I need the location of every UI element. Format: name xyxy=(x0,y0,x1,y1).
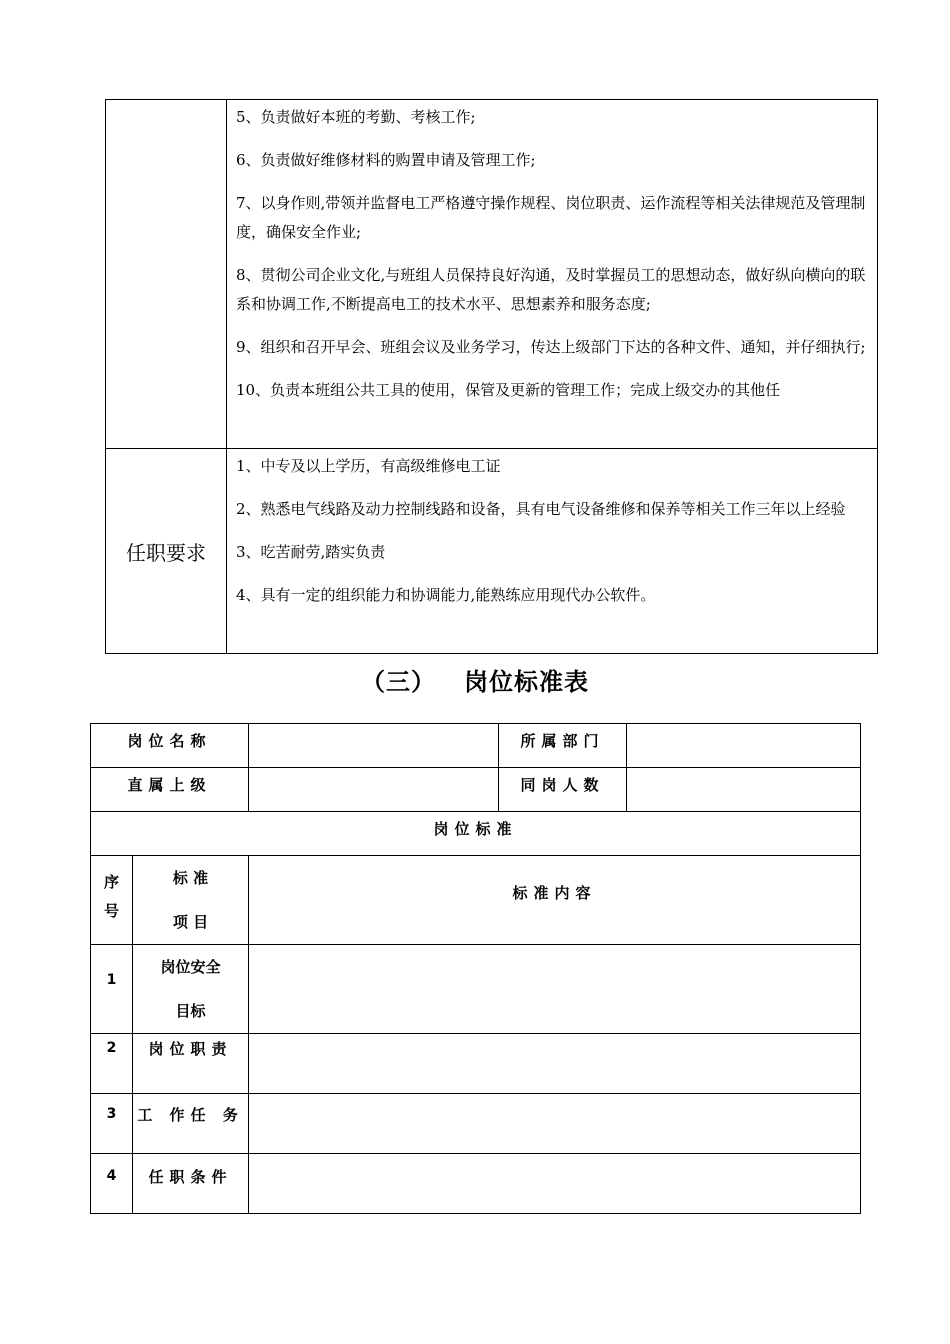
post-name-value[interactable] xyxy=(249,724,499,768)
seq-header-line1: 序 xyxy=(103,873,119,891)
row-number: 3 xyxy=(91,1094,133,1154)
duty-item: 5、负责做好本班的考勤、考核工作; xyxy=(236,108,476,126)
requirement-item: 1、中专及以上学历，有高级维修电工证 xyxy=(236,457,501,475)
job-description-table xyxy=(105,99,878,654)
department-value[interactable] xyxy=(627,724,861,768)
requirement-item: 2、熟悉电气线路及动力控制线路和设备，具有电气设备维修和保养等相关工作三年以上经验 xyxy=(236,500,846,518)
duty-item: 8、贯彻公司企业文化,与班组人员保持良好沟通，及时掌握员工的思想动态，做好纵向横向的联系和协调工作,不断提高电工的技术水平、思想素养和服务态度; xyxy=(236,266,866,313)
item-header-line2: 项 目 xyxy=(172,913,209,931)
department-label: 所属部门 xyxy=(499,724,627,768)
standard-row xyxy=(91,1094,861,1154)
row-number: 2 xyxy=(91,1034,133,1094)
standard-row xyxy=(91,1034,861,1094)
requirements-cell xyxy=(227,449,878,654)
row-content[interactable] xyxy=(249,1154,861,1214)
row-content[interactable] xyxy=(249,945,861,1034)
standard-label: 岗位标准 xyxy=(91,812,861,856)
duties-label-cell xyxy=(106,100,227,449)
row-item: 岗位职责 xyxy=(133,1034,249,1094)
requirement-item: 3、吃苦耐劳,踏实负责 xyxy=(236,543,386,561)
duty-item: 10、负责本班组公共工具的使用，保管及更新的管理工作；完成上级交办的其他任 xyxy=(236,381,781,399)
post-name-row xyxy=(91,724,861,768)
superior-row xyxy=(91,768,861,812)
row-item: 工 作任 务 xyxy=(133,1094,249,1154)
row-content[interactable] xyxy=(249,1034,861,1094)
duties-row xyxy=(106,100,878,449)
requirements-label: 任职要求 xyxy=(106,449,227,654)
duty-item: 7、以身作则,带领并监督电工严格遵守操作规程、岗位职责、运作流程等相关法律规范及管理制度，确保安全作业; xyxy=(236,194,866,241)
superior-value[interactable] xyxy=(249,768,499,812)
superior-label: 直属上级 xyxy=(91,768,249,812)
same-post-count-label: 同岗人数 xyxy=(499,768,627,812)
item-header-line1: 标 准 xyxy=(172,869,209,887)
duty-item: 6、负责做好维修材料的购置申请及管理工作; xyxy=(236,151,536,169)
post-standard-table xyxy=(90,723,861,1214)
standard-row xyxy=(91,1154,861,1214)
section-heading xyxy=(0,662,950,697)
post-name-label: 岗位名称 xyxy=(91,724,249,768)
row-item: 任职条件 xyxy=(133,1154,249,1214)
duty-item: 9、组织和召开早会、班组会议及业务学习，传达上级部门下达的各种文件、通知，并仔细执行; xyxy=(236,338,866,356)
row-number: 4 xyxy=(91,1154,133,1214)
duties-cell xyxy=(227,100,878,449)
seq-header xyxy=(91,856,133,945)
seq-header-line2: 号 xyxy=(103,902,119,920)
row-number: 1 xyxy=(91,945,133,1034)
item-header xyxy=(133,856,249,945)
section-title: 岗位标准表 xyxy=(464,668,589,696)
requirements-row xyxy=(106,449,878,654)
standard-row xyxy=(91,945,861,1034)
content-header: 标准内容 xyxy=(249,856,861,945)
row-item-line1: 岗位安全 xyxy=(160,958,221,976)
requirement-item: 4、具有一定的组织能力和协调能力,能熟练应用现代办公软件。 xyxy=(236,586,656,604)
section-number: （三） xyxy=(361,668,436,696)
standard-header-row xyxy=(91,812,861,856)
column-header-row xyxy=(91,856,861,945)
row-content[interactable] xyxy=(249,1094,861,1154)
row-item xyxy=(133,945,249,1034)
same-post-count-value[interactable] xyxy=(627,768,861,812)
row-item-line2: 目标 xyxy=(175,1002,206,1020)
